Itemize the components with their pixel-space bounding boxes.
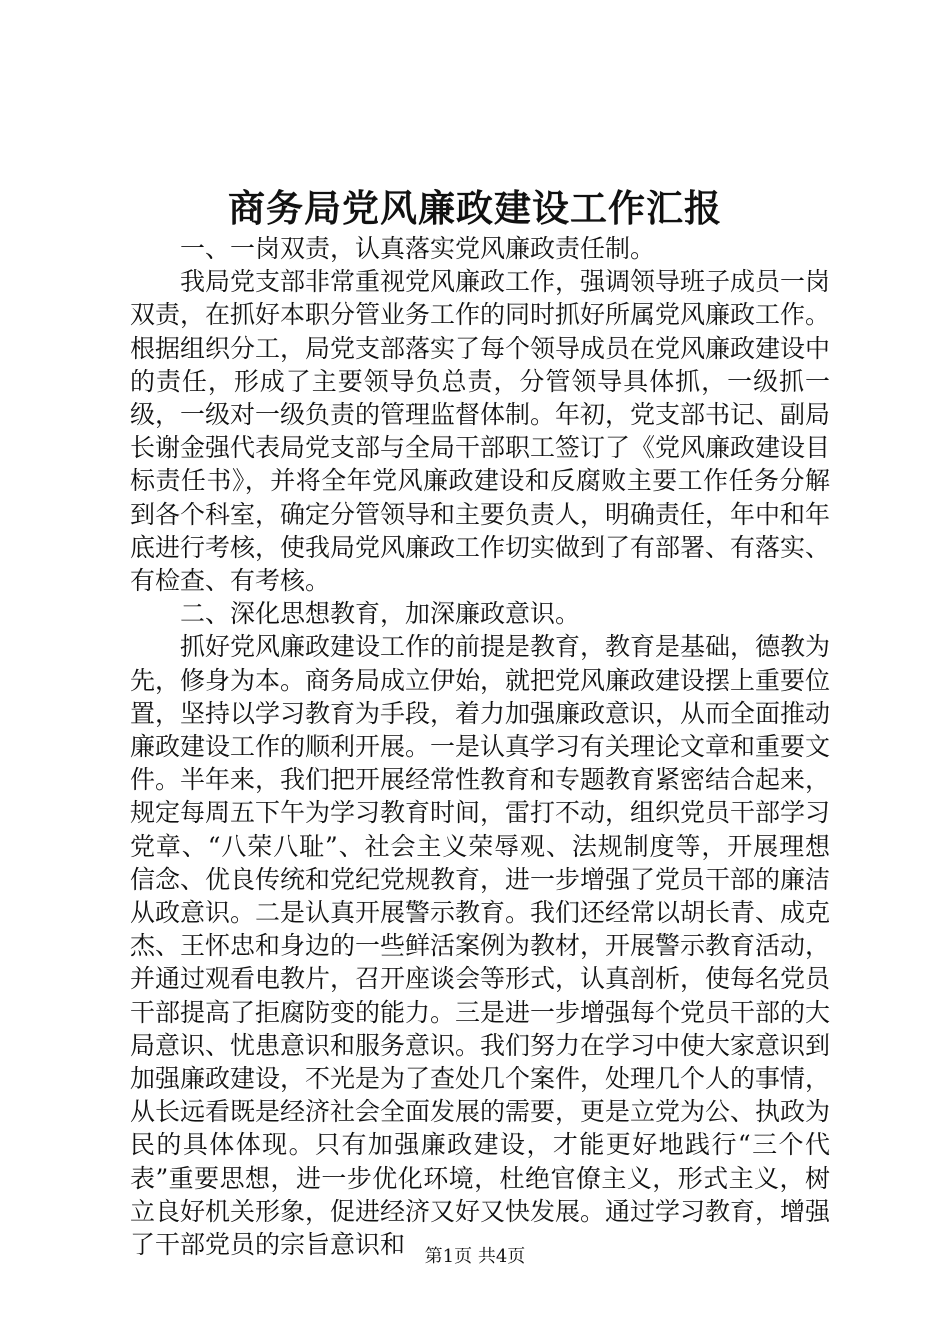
document-title: 商务局党风廉政建设工作汇报 (228, 186, 722, 230)
section-heading-2: 二、深化思想教育，加深廉政意识。 (180, 599, 581, 629)
section-heading-1: 一、一岗双责，认真落实党风廉政责任制。 (180, 234, 656, 263)
page-footer: 第1页 共4页 (424, 1246, 526, 1267)
paragraph-1: 我局党支部非常重视党风廉政工作，强调领导班子成员一岗双责，在抓好本职分管业务工作的同时抓好所属党风廉政工作。根据组织分工，局党支部落实了每个领导成员在党风廉政建设中的责任，形成了主要领导负总责，分管领导具体抓，一级抓一级，一级对一级负责的管理监督体制。年初，党支部书记、副局长谢金强代表局党支部与全局干部职工签订了《党风廉政建设目标责任书》，并将全年党风廉政建设和反腐败主要工作任务分解到各个科室，确定分管领导和主要负责人，明确责任，年中和年底进行考核，使我局党风廉政工作切实做到了有部署、有落实、有检查、有考核。 (130, 267, 831, 596)
paragraph-2: 抓好党风廉政建设工作的前提是教育，教育是基础，德教为先，修身为本。商务局成立伊始，就把党风廉政建设摆上重要位置，坚持以学习教育为手段，着力加强廉政意识，从而全面推动廉政建设工作的顺利开展。一是认真学习有关理论文章和重要文件。半年来，我们把开展经常性教育和专题教育紧密结合起来，规定每周五下午为学习教育时间，雷打不动，组织党员干部学习党章、“八荣八耻”、社会主义荣辱观、法规制度等，开展理想信念、优良传统和党纪党规教育，进一步增强了党员干部的廉洁从政意识。二是认真开展警示教育。我们还经常以胡长青、成克杰、王怀忠和身边的一些鲜活案例为教材，开展警示教育活动，并通过观看电教片，召开座谈会等形式，认真剖析，使每名党员干部提高了拒腐防变的能力。三是进一步增强每个党员干部的大局意识、忧患意识和服务意识。我们努力在学习中使大家意识到加强廉政建设，不光是为了查处几个案件，处理几个人的事情，从长远看既是经济社会全面发展的需要，更是立党为公、执政为民的具体体现。只有加强廉政建设，才能更好地践行“三个代表”重要思想，进一步优化环境，杜绝官僚主义，形式主义，树立良好机关形象，促进经济又好又快发展。通过学习教育，增强了干部党员的宗旨意识和 (130, 632, 831, 1260)
document-body (130, 232, 830, 1261)
